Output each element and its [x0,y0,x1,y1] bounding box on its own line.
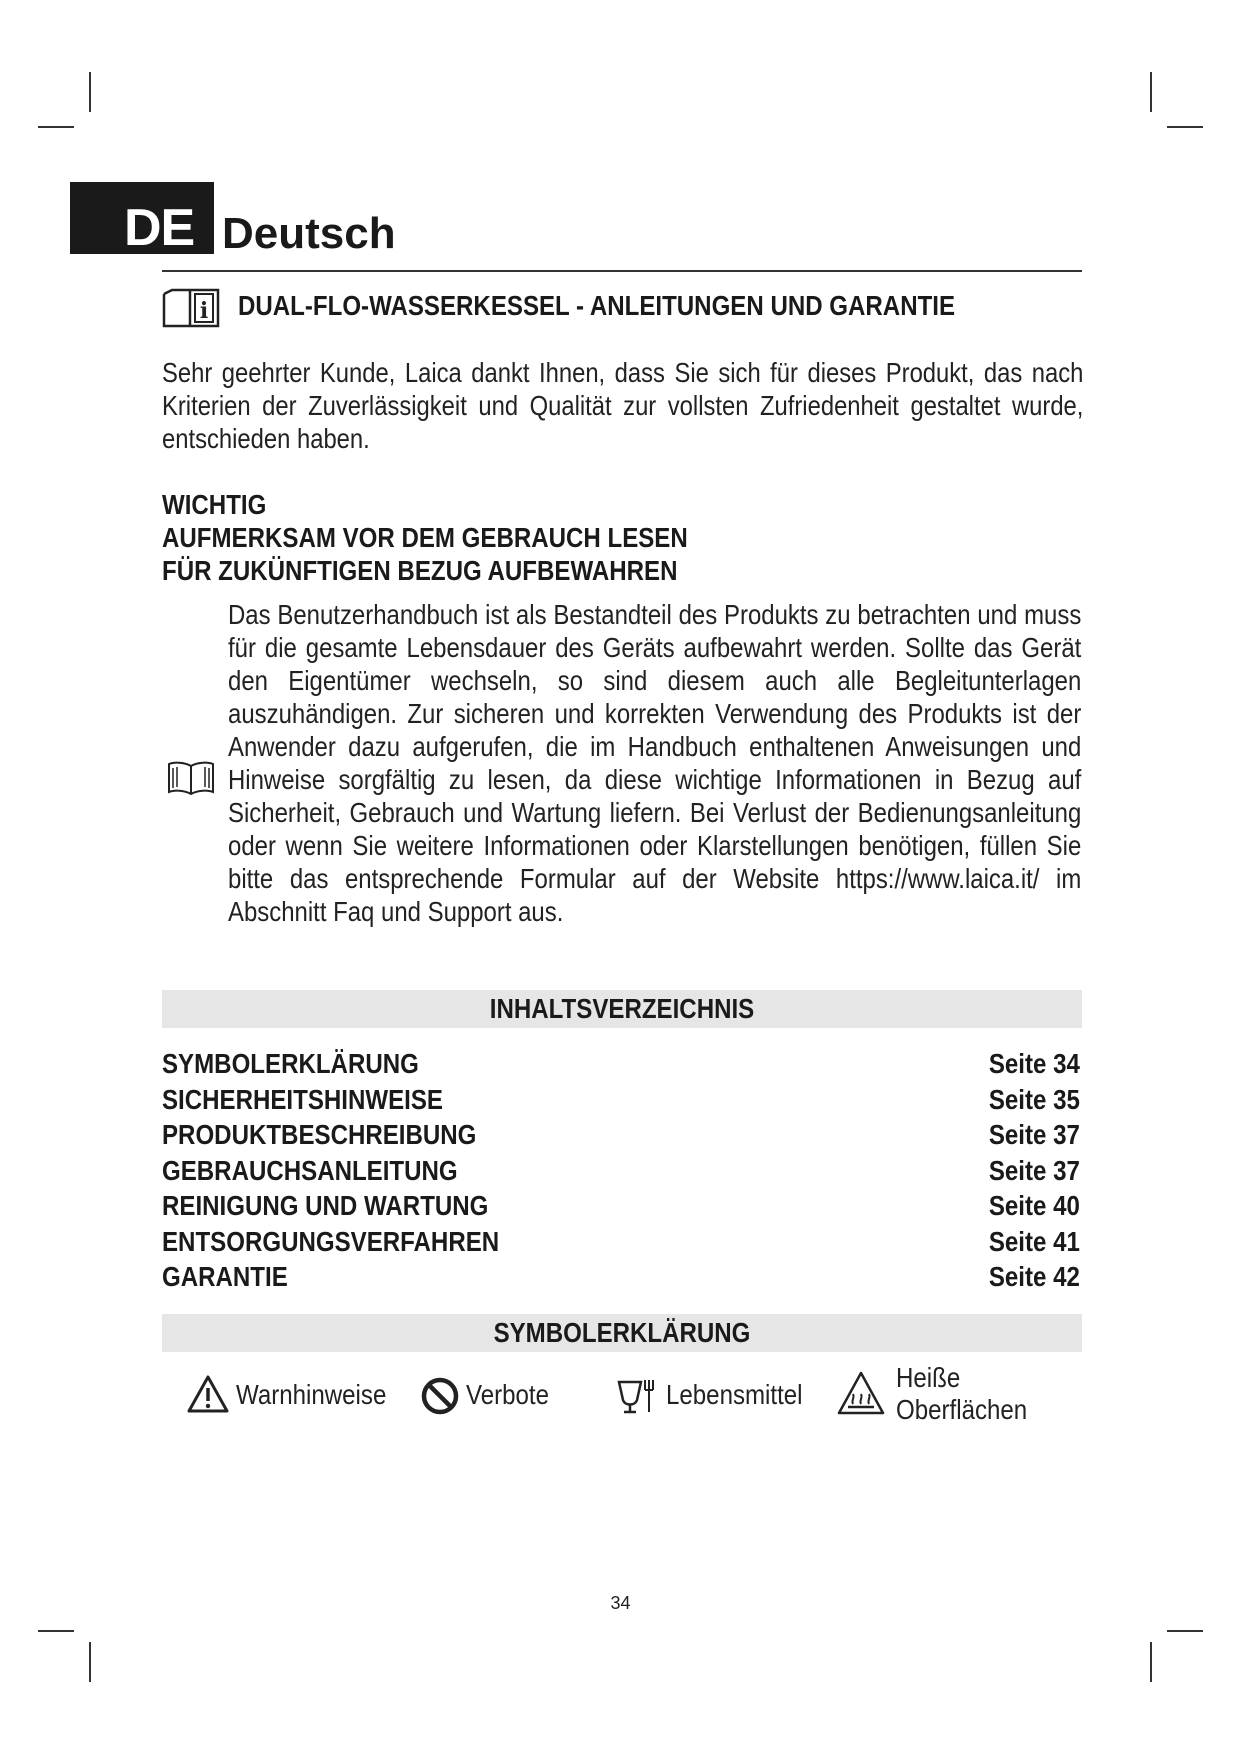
crop-mark [1150,1642,1152,1682]
language-code: DE [124,199,195,257]
toc-page: Seite 35 [988,1083,1080,1115]
table-of-contents [162,1046,1080,1295]
symbol-label-prohibition: Verbote [466,1379,550,1410]
intro-paragraph: Sehr geehrter Kunde, Laica dankt Ihnen, dass Sie sich für dieses Produkt, das nach Kriterien der Zuverlässigkeit und Qualität zur vollsten Zufriedenheit gestaltet wurde, entschieden haben. [162,357,1084,454]
info-book-icon [162,288,220,328]
crop-mark [1167,1630,1203,1632]
toc-label: REINIGUNG UND WARTUNG [162,1190,489,1221]
toc-page: Seite 42 [988,1261,1080,1292]
prohibition-icon [420,1376,460,1416]
important-line: WICHTIG [162,489,267,520]
toc-heading-band [162,990,1082,1028]
symbol-label-line: Oberflächen [896,1394,1028,1425]
warning-triangle-icon [186,1374,230,1414]
toc-row[interactable] [162,1117,1080,1153]
important-line: AUFMERKSAM VOR DEM GEBRAUCH LESEN [162,522,688,553]
toc-row[interactable] [162,1224,1080,1260]
toc-row[interactable] [162,1082,1080,1118]
toc-row[interactable] [162,1259,1080,1295]
important-line: FÜR ZUKÜNFTIGEN BEZUG AUFBEWAHREN [162,555,678,586]
important-notice [162,488,688,587]
symbol-label-hot-surface [896,1362,1027,1426]
toc-row[interactable] [162,1046,1080,1082]
symbols-heading: SYMBOLERKLÄRUNG [493,1317,751,1348]
page-number: 34 [610,1593,631,1613]
document-title: DUAL-FLO-WASSERKESSEL - ANLEITUNGEN UND GARANTIE [238,290,956,321]
symbol-label-warning: Warnhinweise [236,1379,387,1410]
toc-label: SYMBOLERKLÄRUNG [162,1048,419,1079]
manual-book-icon [166,760,216,796]
hot-surface-icon [836,1370,886,1416]
crop-mark [1150,72,1152,112]
toc-page: Seite 37 [988,1154,1080,1186]
toc-label: GARANTIE [162,1261,288,1292]
manual-paragraph: Das Benutzerhandbuch ist als Bestandteil des Produkts zu betrachten und muss für die gesamte Lebensdauer des Geräts aufbewahrt werden. Sollte das Gerät den Eigentümer wechseln, so sind diesem auch alle Begleitunterlagen auszuhändigen. Zur sicheren und korrekten Verwendung des Produkts ist der Anwender dazu aufgerufen, die im Handbuch enthaltenen Anweisungen und Hinweise sorgfältig zu lesen, da diese wichtige Informationen in Bezug auf Sicherheit, Gebrauch und Wartung liefern. Bei Verlust der Bedienungsanleitung oder wenn Sie weitere Informationen oder Klarstellungen benötigen, füllen Sie bitte das entsprechende Formular auf der Website https://www.laica.it/ im Abschnitt Faq und Support aus. [228,599,1082,927]
toc-page: Seite 41 [988,1225,1080,1257]
title-divider [162,270,1082,272]
language-name: Deutsch [222,209,396,258]
svg-text:i: i [199,298,209,324]
food-contact-icon [616,1376,656,1416]
toc-label: SICHERHEITSHINWEISE [162,1083,443,1115]
toc-row[interactable] [162,1153,1080,1189]
symbols-heading-band [162,1314,1082,1352]
crop-mark [38,126,74,128]
symbol-label-line: Heiße [896,1362,961,1393]
toc-heading: INHALTSVERZEICHNIS [489,993,755,1024]
crop-mark [1167,126,1203,128]
toc-page: Seite 34 [988,1048,1080,1079]
crop-mark [89,72,91,112]
toc-page: Seite 37 [988,1119,1080,1150]
toc-label: ENTSORGUNGSVERFAHREN [162,1225,500,1257]
toc-page: Seite 40 [988,1190,1080,1221]
symbol-label-food: Lebensmittel [666,1379,803,1410]
crop-mark [38,1630,74,1632]
crop-mark [89,1642,91,1682]
toc-label: PRODUKTBESCHREIBUNG [162,1119,477,1150]
toc-row[interactable] [162,1188,1080,1224]
toc-label: GEBRAUCHSANLEITUNG [162,1154,458,1186]
